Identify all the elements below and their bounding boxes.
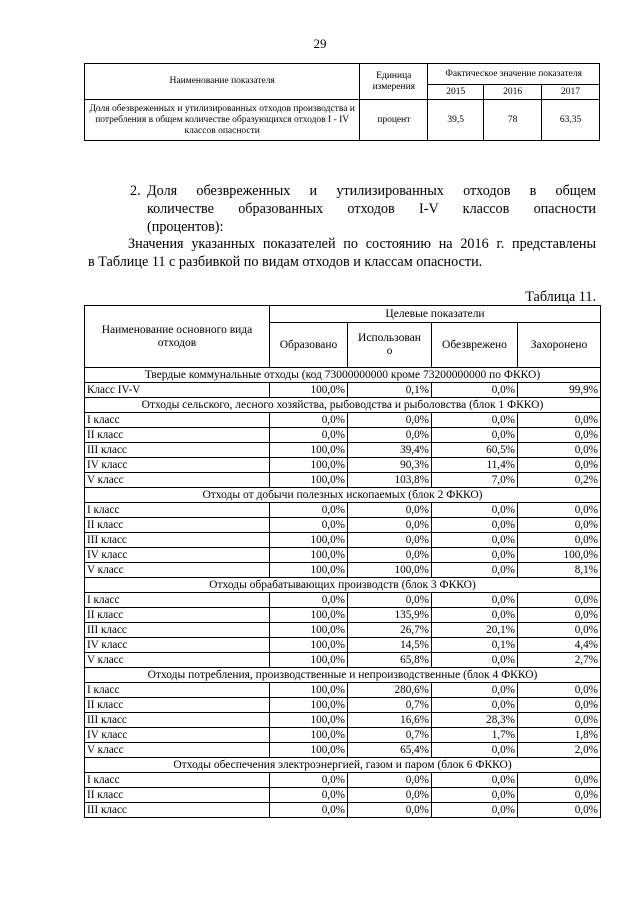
value-cell: 2,7% [518, 653, 601, 668]
indicator-name: Доля обезвреженных и утилизированных отходов производства и потребления в общем количестве образующихся отходов I - IV классов опасности [85, 100, 360, 141]
value-cell: 0,0% [518, 518, 601, 533]
paragraph-line: Доля обезвреженных и утилизированных отходов в общем [147, 183, 596, 199]
value-cell: 0,0% [518, 443, 601, 458]
value-cell: 0,0% [518, 623, 601, 638]
value-cell: 100,0% [518, 548, 601, 563]
indicator-value: 39,5 [428, 100, 484, 141]
class-name-cell: V класс [85, 653, 270, 668]
class-name-cell: II класс [85, 428, 270, 443]
value-cell: 0,0% [432, 518, 518, 533]
column-header: Образовано [270, 323, 348, 368]
class-name-cell: IV класс [85, 548, 270, 563]
section-row [85, 488, 601, 503]
class-name-cell: IV класс [85, 458, 270, 473]
table-row [85, 413, 601, 428]
section-row [85, 368, 601, 383]
list-item-paragraph [130, 182, 596, 236]
table-row [85, 428, 601, 443]
value-cell: 26,7% [348, 623, 432, 638]
waste-targets-table [84, 305, 601, 818]
value-cell: 100,0% [270, 743, 348, 758]
value-cell: 0,0% [348, 518, 432, 533]
value-cell: 100,0% [270, 653, 348, 668]
paragraph-line: (процентов): [147, 219, 224, 235]
value-cell: 100,0% [270, 638, 348, 653]
section-row [85, 578, 601, 593]
value-cell: 0,0% [270, 503, 348, 518]
section-title: Отходы сельского, лесного хозяйства, рыбоводства и рыболовства (блок 1 ФККО) [85, 398, 601, 413]
value-cell: 100,0% [348, 563, 432, 578]
value-cell: 0,0% [348, 788, 432, 803]
table-caption: Таблица 11. [525, 289, 596, 305]
value-cell: 100,0% [270, 683, 348, 698]
page-number: 29 [313, 36, 327, 51]
value-cell: 0,0% [270, 803, 348, 818]
value-cell: 100,0% [270, 383, 348, 398]
value-cell: 100,0% [270, 608, 348, 623]
paragraph-line: Значения указанных показателей по состоянию на 2016 г. представлены [128, 236, 596, 252]
column-header-part: о [386, 345, 393, 357]
table-row [85, 773, 601, 788]
value-cell: 0,1% [348, 383, 432, 398]
value-cell: 100,0% [270, 458, 348, 473]
table-row [85, 608, 601, 623]
value-cell: 0,0% [518, 458, 601, 473]
value-cell: 0,0% [348, 548, 432, 563]
class-name-cell: IV класс [85, 728, 270, 743]
class-name-cell: II класс [85, 698, 270, 713]
value-cell: 0,0% [432, 698, 518, 713]
value-cell: 65,4% [348, 743, 432, 758]
table-row [85, 728, 601, 743]
class-name-cell: II класс [85, 788, 270, 803]
section-title: Отходы обрабатывающих производств (блок 3 ФККО) [85, 578, 601, 593]
value-cell: 0,0% [348, 428, 432, 443]
section-title: Отходы от добычи полезных ископаемых (блок 2 ФККО) [85, 488, 601, 503]
value-cell: 0,0% [518, 803, 601, 818]
value-cell: 0,0% [518, 698, 601, 713]
class-name-cell: Класс IV-V [85, 383, 270, 398]
table-row [85, 788, 601, 803]
body-paragraph [88, 235, 596, 271]
value-cell: 0,0% [432, 503, 518, 518]
value-cell: 0,0% [518, 788, 601, 803]
table-row [85, 743, 601, 758]
class-name-cell: II класс [85, 518, 270, 533]
value-cell: 1,8% [518, 728, 601, 743]
column-header: Захоронено [518, 323, 601, 368]
value-cell: 0,0% [348, 593, 432, 608]
table-row [85, 698, 601, 713]
value-cell: 11,4% [432, 458, 518, 473]
table-row [85, 518, 601, 533]
class-name-cell: I класс [85, 503, 270, 518]
table-row [85, 458, 601, 473]
class-name-cell: I класс [85, 593, 270, 608]
class-name-cell: III класс [85, 623, 270, 638]
value-cell: 100,0% [270, 698, 348, 713]
section-row [85, 758, 601, 773]
value-cell: 0,0% [432, 563, 518, 578]
class-name-cell: IV класс [85, 638, 270, 653]
value-cell: 28,3% [432, 713, 518, 728]
value-cell: 0,0% [518, 713, 601, 728]
value-cell: 0,0% [432, 788, 518, 803]
section-row [85, 398, 601, 413]
value-cell: 0,0% [432, 383, 518, 398]
value-cell: 0,0% [270, 773, 348, 788]
value-cell: 0,7% [348, 698, 432, 713]
value-cell: 0,0% [518, 428, 601, 443]
table-row [85, 383, 601, 398]
value-cell: 100,0% [270, 473, 348, 488]
table-row [85, 638, 601, 653]
value-cell: 0,0% [518, 608, 601, 623]
value-cell: 0,0% [270, 518, 348, 533]
value-cell: 90,3% [348, 458, 432, 473]
value-cell: 0,0% [518, 773, 601, 788]
indicator-value: 63,35 [542, 100, 600, 141]
value-cell: 1,7% [432, 728, 518, 743]
section-title: Отходы обеспечения электроэнергией, газом и паром (блок 6 ФККО) [85, 758, 601, 773]
value-cell: 0,0% [348, 773, 432, 788]
table-row [85, 533, 601, 548]
value-cell: 103,8% [348, 473, 432, 488]
value-cell: 100,0% [270, 443, 348, 458]
value-cell: 0,0% [432, 593, 518, 608]
class-name-cell: I класс [85, 413, 270, 428]
waste-type-header: Наименование основного вида отходов [85, 306, 270, 368]
class-name-cell: III класс [85, 533, 270, 548]
value-cell: 7,0% [432, 473, 518, 488]
table-row [85, 623, 601, 638]
value-cell: 0,0% [432, 773, 518, 788]
class-name-cell: III класс [85, 803, 270, 818]
table-row [85, 563, 601, 578]
value-cell: 2,0% [518, 743, 601, 758]
indicator-unit: процент [360, 100, 428, 141]
table-row [85, 473, 601, 488]
class-name-cell: I класс [85, 683, 270, 698]
value-cell: 100,0% [270, 533, 348, 548]
value-cell: 0,0% [270, 428, 348, 443]
unit-header: Единица измерения [360, 64, 428, 100]
value-cell: 16,6% [348, 713, 432, 728]
table-row [85, 653, 601, 668]
value-cell: 0,0% [270, 593, 348, 608]
value-cell: 0,0% [518, 533, 601, 548]
section-title: Отходы потребления, производственные и непроизводственные (блок 4 ФККО) [85, 668, 601, 683]
indicator-table [84, 63, 600, 141]
value-cell: 0,0% [348, 803, 432, 818]
value-cell: 0,0% [518, 683, 601, 698]
value-cell: 99,9% [518, 383, 601, 398]
value-cell: 4,4% [518, 638, 601, 653]
value-cell: 0,0% [432, 413, 518, 428]
class-name-cell: I класс [85, 773, 270, 788]
value-cell: 100,0% [270, 713, 348, 728]
value-cell: 0,0% [432, 683, 518, 698]
section-row [85, 668, 601, 683]
value-cell: 60,5% [432, 443, 518, 458]
waste-table-body [85, 368, 601, 818]
value-cell: 280,6% [348, 683, 432, 698]
value-cell: 20,1% [432, 623, 518, 638]
value-cell: 0,0% [348, 533, 432, 548]
paragraph-line: в Таблице 11 с разбивкой по видам отходов и классам опасности. [88, 254, 483, 270]
indicator-name-header: Наименование показателя [85, 64, 360, 100]
class-name-cell: V класс [85, 473, 270, 488]
value-cell: 100,0% [270, 728, 348, 743]
section-title: Твердые коммунальные отходы (код 73000000000 кроме 73200000000 по ФККО) [85, 368, 601, 383]
table-row [85, 443, 601, 458]
indicator-value: 78 [484, 100, 542, 141]
value-cell: 0,0% [432, 803, 518, 818]
year-header: 2015 [428, 85, 484, 100]
class-name-cell: II класс [85, 608, 270, 623]
value-cell: 8,1% [518, 563, 601, 578]
value-cell: 0,0% [270, 413, 348, 428]
table-row [85, 803, 601, 818]
class-name-cell: III класс [85, 443, 270, 458]
actual-value-header: Фактическое значение показателя [428, 64, 600, 85]
paragraph-line: количестве образованных отходов I-V классов опасности [147, 201, 596, 217]
value-cell: 0,0% [518, 593, 601, 608]
table-row [85, 683, 601, 698]
value-cell: 0,0% [432, 533, 518, 548]
value-cell: 100,0% [270, 548, 348, 563]
value-cell: 100,0% [270, 623, 348, 638]
value-cell: 0,0% [518, 413, 601, 428]
class-name-cell: V класс [85, 563, 270, 578]
value-cell: 0,7% [348, 728, 432, 743]
value-cell: 0,0% [432, 743, 518, 758]
value-cell: 135,9% [348, 608, 432, 623]
class-name-cell: V класс [85, 743, 270, 758]
list-number: 2. [130, 183, 141, 199]
column-header [348, 323, 432, 368]
value-cell: 0,1% [432, 638, 518, 653]
value-cell: 39,4% [348, 443, 432, 458]
column-header-part: Использован [358, 332, 421, 344]
table-row [85, 503, 601, 518]
year-header: 2016 [484, 85, 542, 100]
value-cell: 65,8% [348, 653, 432, 668]
value-cell: 0,0% [348, 503, 432, 518]
value-cell: 14,5% [348, 638, 432, 653]
year-header: 2017 [542, 85, 600, 100]
table-row [85, 548, 601, 563]
table-row [85, 713, 601, 728]
class-name-cell: III класс [85, 713, 270, 728]
value-cell: 0,0% [270, 788, 348, 803]
value-cell: 0,0% [518, 503, 601, 518]
value-cell: 0,0% [432, 548, 518, 563]
value-cell: 0,2% [518, 473, 601, 488]
value-cell: 0,0% [348, 413, 432, 428]
table-row [85, 593, 601, 608]
value-cell: 100,0% [270, 563, 348, 578]
column-header: Обезврежено [432, 323, 518, 368]
target-indicators-header: Целевые показатели [270, 306, 601, 323]
value-cell: 0,0% [432, 428, 518, 443]
value-cell: 0,0% [432, 608, 518, 623]
value-cell: 0,0% [432, 653, 518, 668]
